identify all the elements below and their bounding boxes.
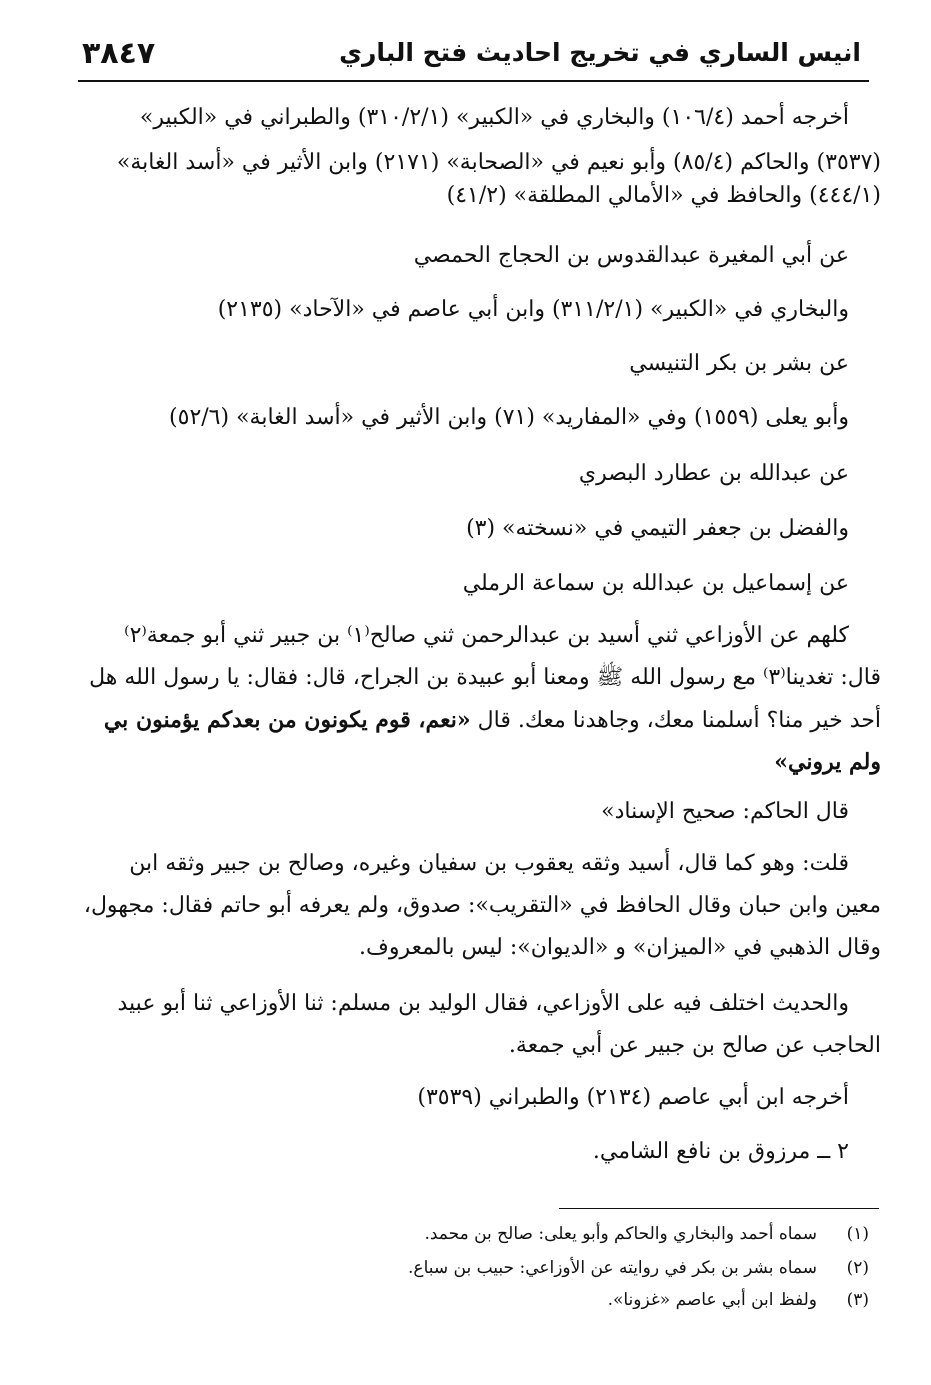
text-line-7: وأبو يعلى (١٥٥٩) وفي «المفاريد» (٧١) وابن الأثير في «أسد الغابة» (٥٢/٦) <box>169 405 849 430</box>
running-header <box>78 30 869 82</box>
footnote-2-number: (٢) <box>846 1258 869 1278</box>
text-line-11: كلهم عن الأوزاعي ثني أسيد بن عبدالرحمن ثني صالح⁽١⁾ بن جبير ثني أبو جمعة⁽٢⁾ <box>124 623 849 648</box>
footnote-1-text: سماه أحمد والبخاري والحاكم وأبو يعلى: صالح بن محمد. <box>424 1224 817 1244</box>
text-line-3: (٤٤٤/١) والحافظ في «الأمالي المطلقة» (٤١/٢) <box>446 183 881 208</box>
text-line-18: وقال الذهبي في «الميزان» و «الديوان»: ليس بالمعروف. <box>359 935 881 960</box>
footnote-separator <box>559 1208 879 1209</box>
text-line-10: عن إسماعيل بن عبدالله بن سماعة الرملي <box>462 571 849 596</box>
text-line-2: (٣٥٣٧) والحاكم (٨٥/٤) وأبو نعيم في «الصحابة» (٢١٧١) وابن الأثير في «أسد الغابة» <box>116 150 881 175</box>
text-line-16: قلت: وهو كما قال، أسيد وثقه يعقوب بن سفيان وغيره، وصالح بن جبير وثقه ابن <box>129 851 849 876</box>
text-line-15: قال الحاكم: صحيح الإسناد» <box>601 799 849 824</box>
text-line-5: والبخاري في «الكبير» (٣١١/٢/١) وابن أبي عاصم في «الآحاد» (٢١٣٥) <box>217 297 849 322</box>
text-line-4: عن أبي المغيرة عبدالقدوس بن الحجاج الحمصي <box>413 243 849 268</box>
footnote-2-text: سماه بشر بن بكر في روايته عن الأوزاعي: حبيب بن سباع. <box>408 1258 817 1278</box>
text-line-8: عن عبدالله بن عطارد البصري <box>578 461 849 486</box>
page-number: ٣٨٤٧ <box>82 36 156 71</box>
text-line-13 <box>104 706 881 735</box>
section-heading: ٢ ــ مرزوق بن نافع الشامي. <box>592 1139 849 1164</box>
footnote-1-number: (١) <box>846 1224 869 1244</box>
text-line-21: أخرجه ابن أبي عاصم (٢١٣٤) والطبراني (٣٥٣٩) <box>417 1085 849 1110</box>
footnote-3-text: ولفظ ابن أبي عاصم «غزونا». <box>607 1290 817 1310</box>
text-line-13-plain: أحد خير منا؟ أسلمنا معك، وجاهدنا معك. قال <box>477 708 881 733</box>
hadith-quote-start: «نعم، قوم يكونون من بعدكم يؤمنون بي <box>103 707 471 733</box>
text-line-12: قال: تغدينا⁽٣⁾ مع رسول الله ﷺ ومعنا أبو عبيدة بن الجراح، قال: فقال: يا رسول الله هل <box>89 665 881 690</box>
text-line-6: عن بشر بن بكر التنيسي <box>629 351 849 376</box>
footnote-3-number: (٣) <box>846 1290 869 1310</box>
text-line-17: معين وابن حبان وقال الحافظ في «التقريب»: صدوق، ولم يعرفه أبو حاتم فقال: مجهول، <box>83 893 881 918</box>
text-line-9: والفضل بن جعفر التيمي في «نسخته» (٣) <box>466 516 849 541</box>
text-line-1: أخرجه أحمد (١٠٦/٤) والبخاري في «الكبير» (٣١٠/٢/١) والطبراني في «الكبير» <box>139 105 849 130</box>
text-line-19: والحديث اختلف فيه على الأوزاعي، فقال الوليد بن مسلم: ثنا الأوزاعي ثنا أبو عبيد <box>117 991 849 1016</box>
hadith-quote-end: ولم يروني» <box>774 749 881 775</box>
book-title: انيس الساري في تخريج احاديث فتح الباري <box>339 38 861 67</box>
text-line-20: الحاجب عن صالح بن جبير عن أبي جمعة. <box>508 1033 881 1058</box>
